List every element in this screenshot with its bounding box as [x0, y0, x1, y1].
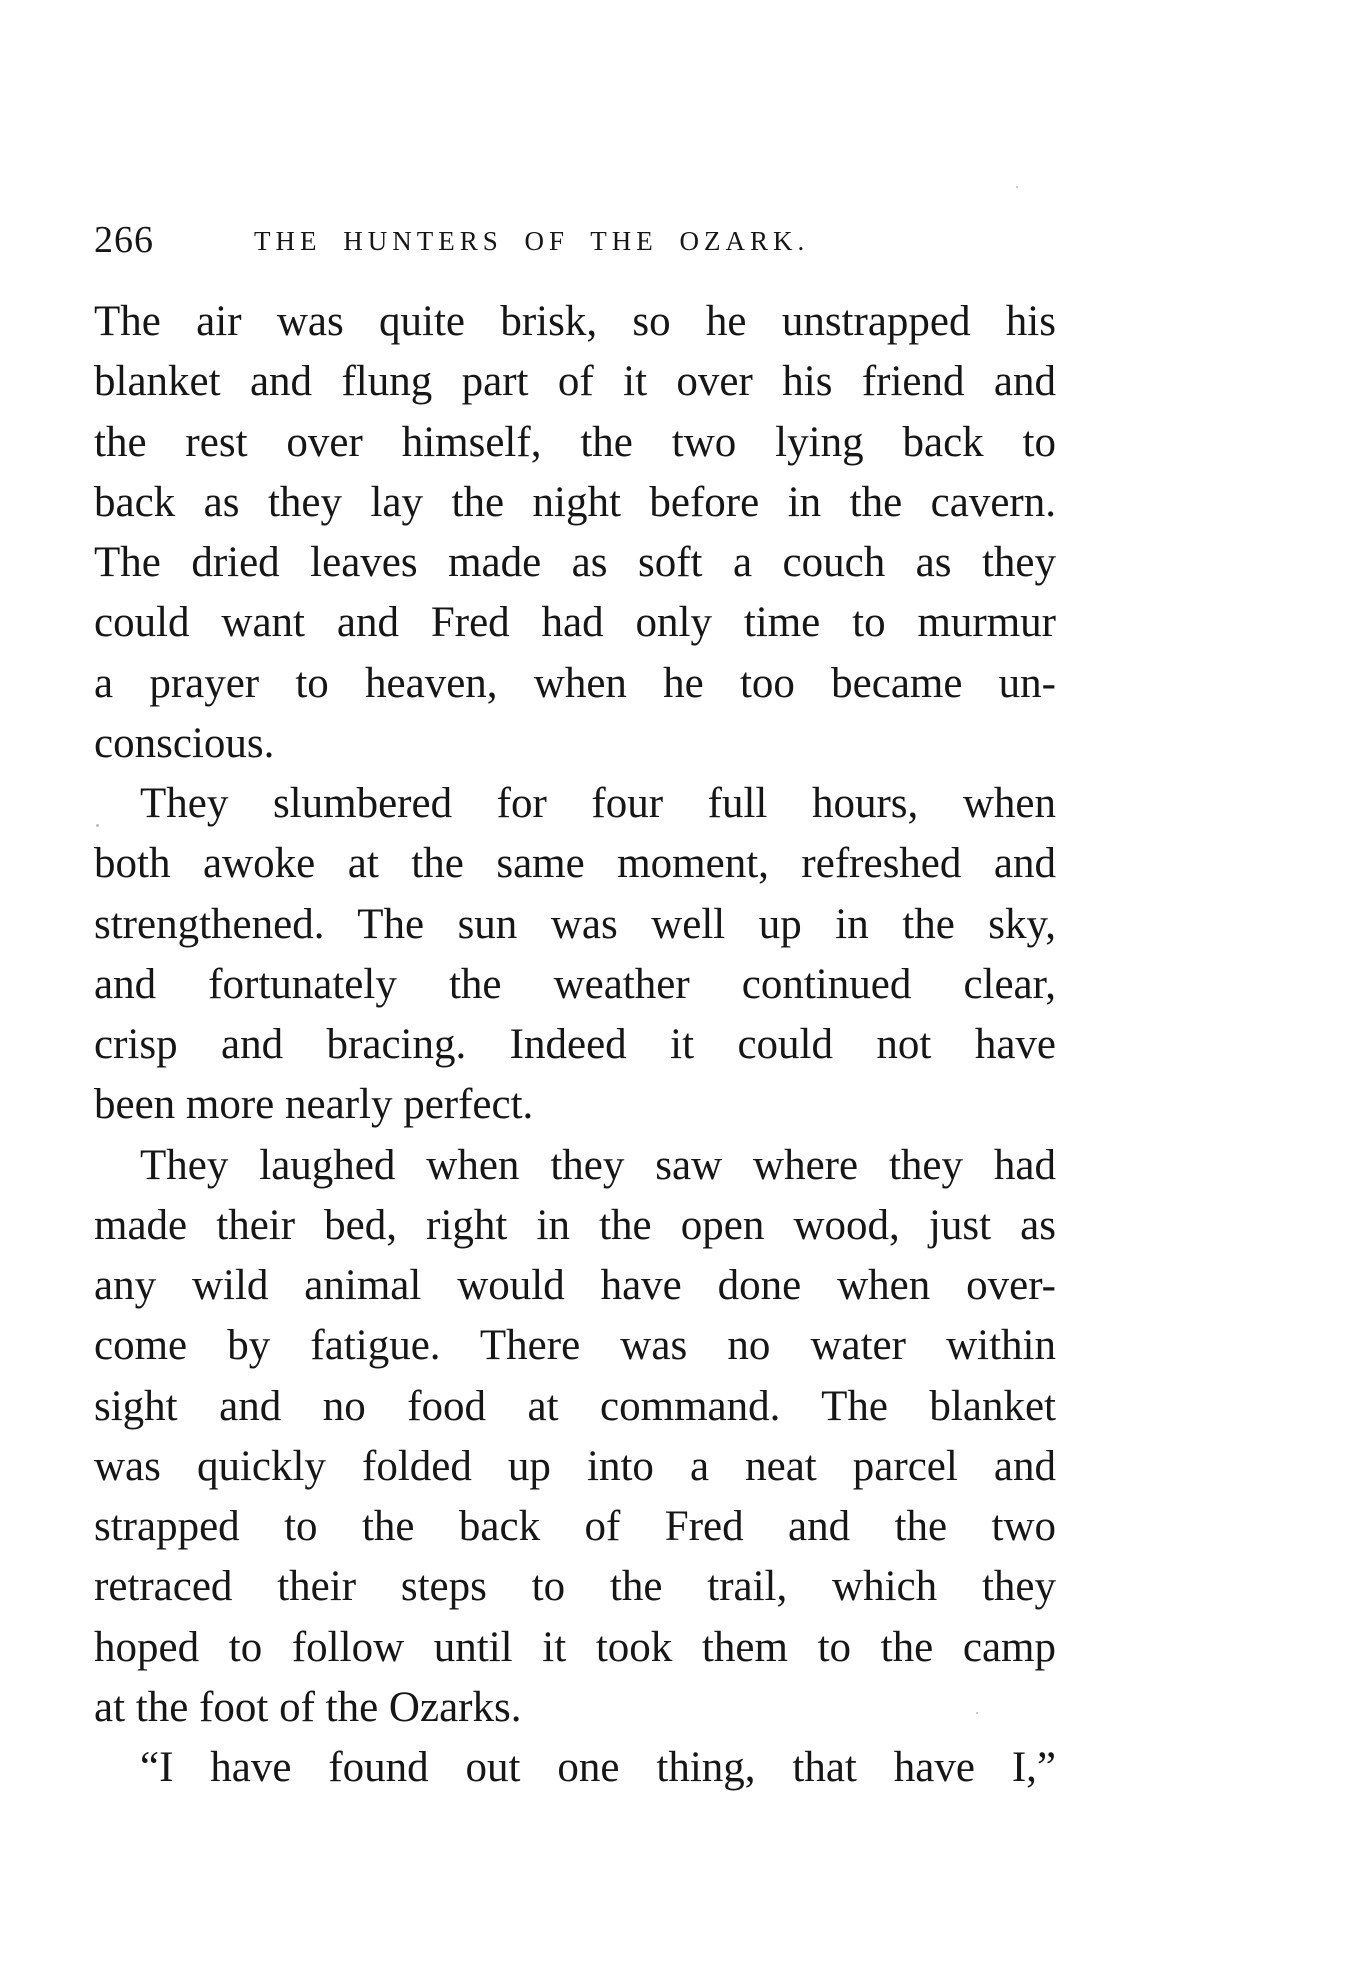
page-number: 266 — [94, 219, 154, 261]
paper-speck — [1016, 186, 1018, 188]
page-header — [94, 218, 1054, 268]
text-line: a prayer to heaven, when he too became un- — [94, 659, 1056, 707]
text-line: and fortunately the weather continued clear, — [94, 960, 1056, 1008]
text-line: “I have found out one thing, that have I,” — [140, 1744, 1056, 1791]
text-line: They slumbered for four full hours, when — [140, 780, 1056, 827]
text-line: the rest over himself, the two lying back to — [94, 418, 1056, 466]
text-line: could want and Fred had only time to murmur — [94, 599, 1056, 647]
paper-speck — [976, 1712, 978, 1714]
text-line: sight and no food at command. The blanket — [94, 1382, 1056, 1430]
text-line: strengthened. The sun was well up in the sky, — [94, 900, 1056, 948]
text-line: made their bed, right in the open wood, just as — [94, 1201, 1056, 1249]
paper-speck — [96, 824, 99, 827]
body-text — [94, 292, 1056, 1798]
text-line: any wild animal would have done when over- — [94, 1262, 1056, 1309]
text-line: crisp and bracing. Indeed it could not have — [94, 1021, 1056, 1068]
text-line: The air was quite brisk, so he unstrapped his — [94, 298, 1056, 345]
text-line: The dried leaves made as soft a couch as they — [94, 539, 1056, 586]
text-line: both awoke at the same moment, refreshed and — [94, 840, 1056, 888]
text-line: hoped to follow until it took them to the camp — [94, 1623, 1056, 1671]
text-line: at the foot of the Ozarks. — [94, 1683, 522, 1731]
text-line: back as they lay the night before in the cavern. — [94, 478, 1056, 526]
running-title: THE HUNTERS OF THE OZARK. — [254, 226, 810, 256]
text-line: strapped to the back of Fred and the two — [94, 1503, 1056, 1550]
text-line: They laughed when they saw where they had — [140, 1141, 1056, 1189]
text-line: been more nearly perfect. — [94, 1081, 534, 1129]
text-line: was quickly folded up into a neat parcel and — [94, 1442, 1056, 1490]
text-line: come by fatigue. There was no water within — [94, 1322, 1056, 1370]
text-line: conscious. — [94, 719, 275, 767]
text-line: blanket and flung part of it over his friend and — [94, 358, 1056, 406]
text-line: retraced their steps to the trail, which they — [94, 1563, 1056, 1611]
